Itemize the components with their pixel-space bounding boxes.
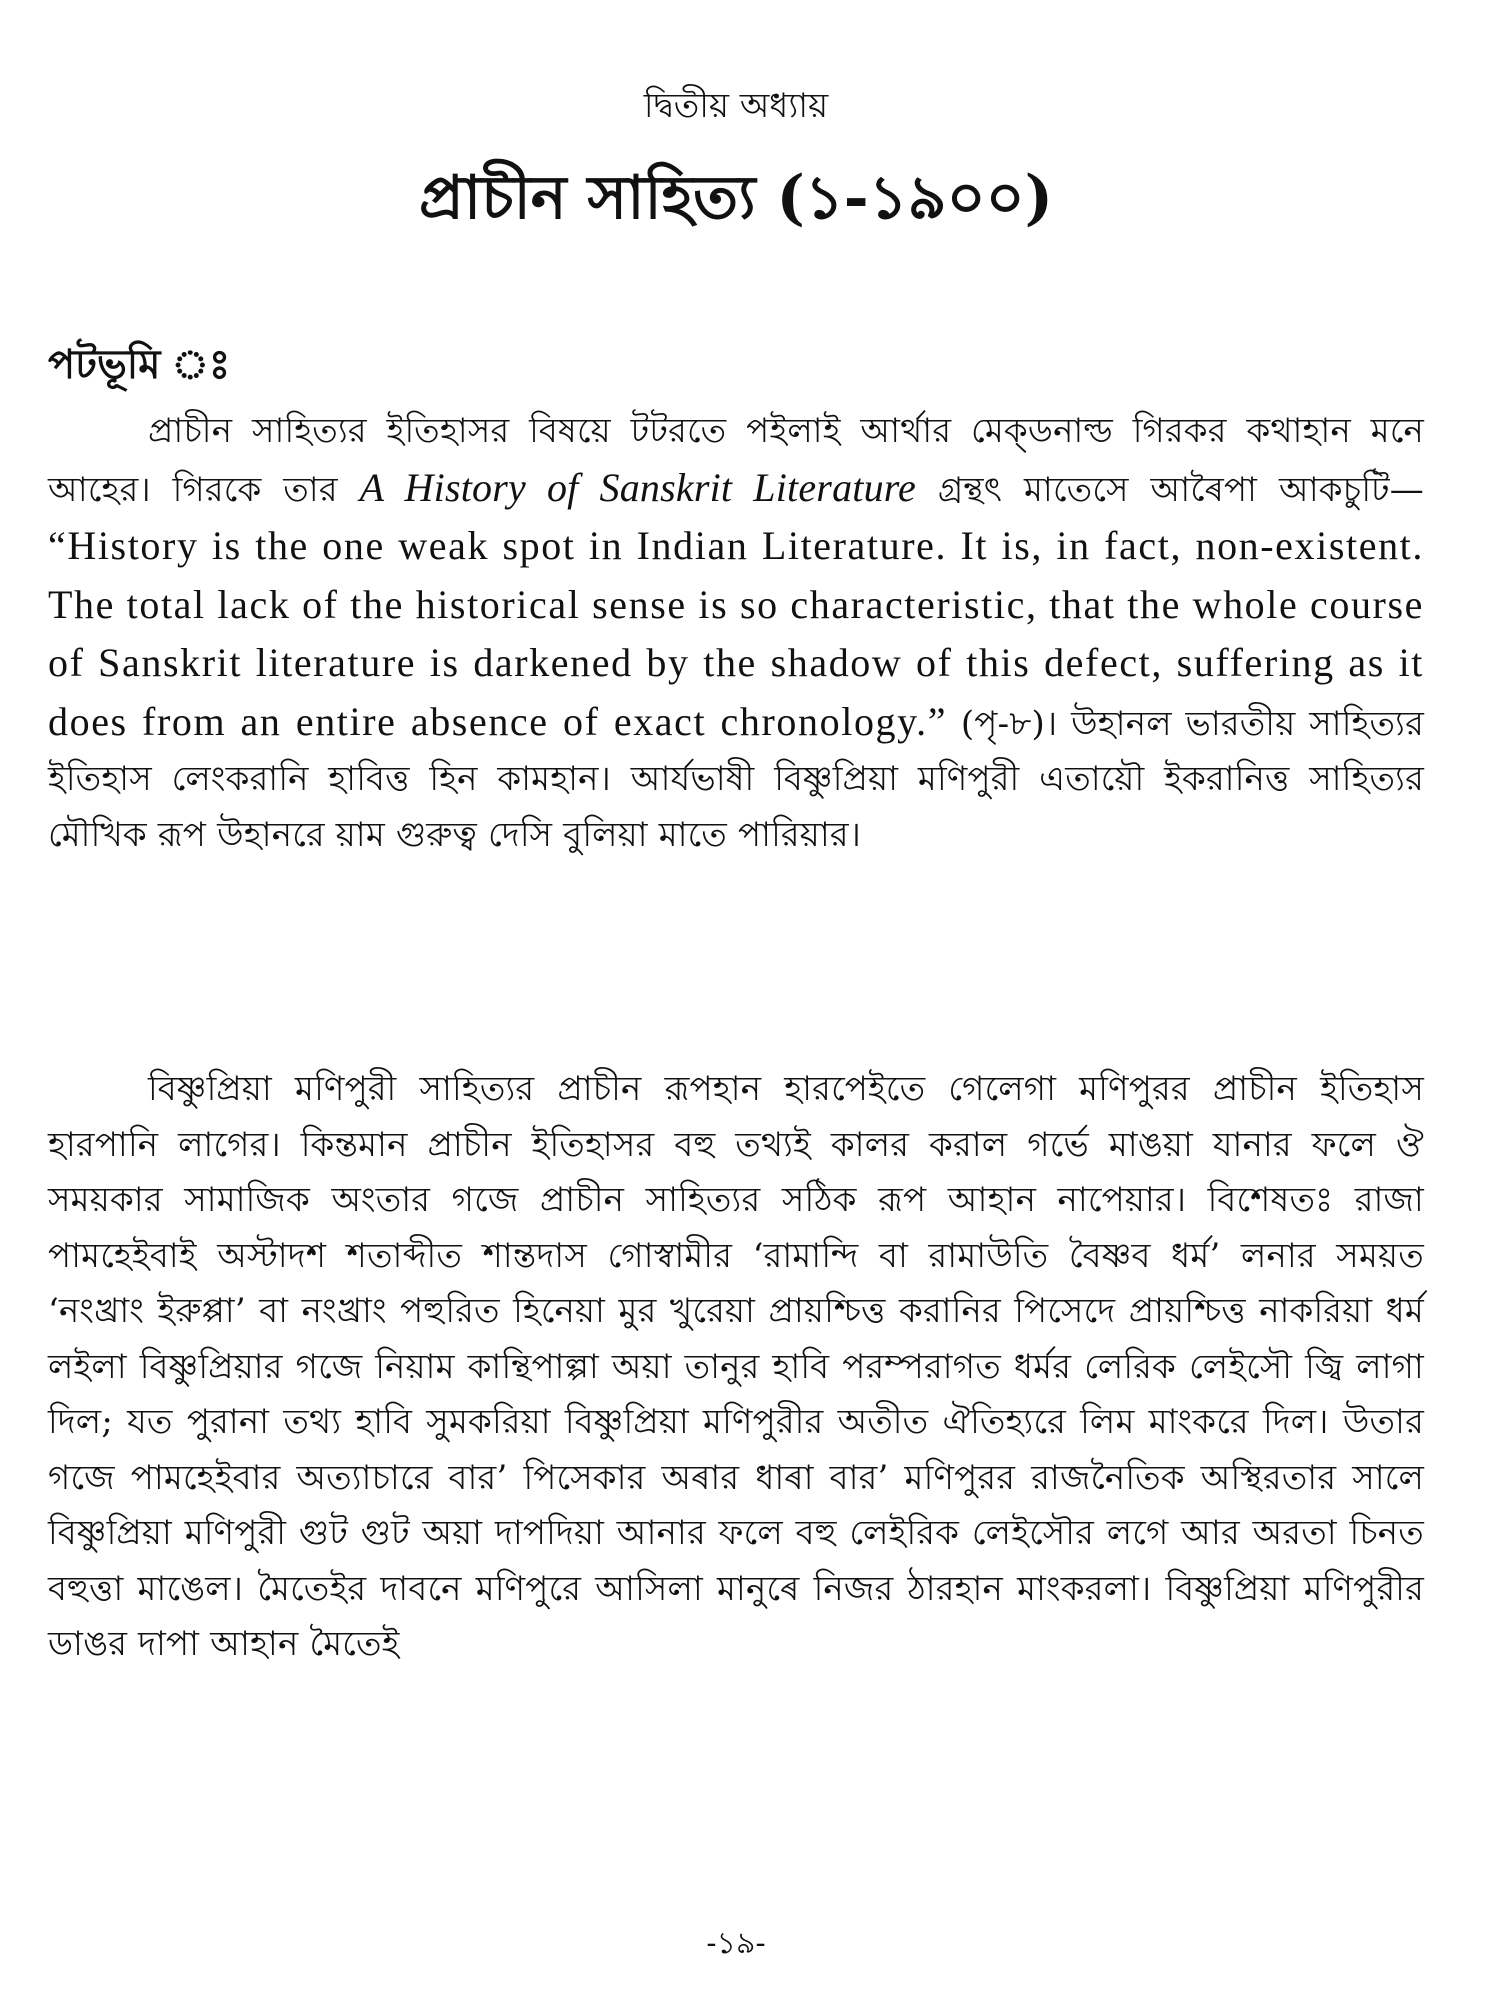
chapter-label: দ্বিতীয় অধ্যায় xyxy=(643,86,829,126)
section-heading: পটভূমি ঃ xyxy=(48,341,231,388)
chapter-title: প্রাচীন সাহিত্য (১-১৯০০) xyxy=(419,163,1053,233)
page-number: -১৯- xyxy=(706,1926,766,1961)
paragraph-2: বিষ্ণুপ্রিয়া মণিপুরী সাহিত্যর প্রাচীন রূপহান হারপেইতে গেলেগা মণিপুরর প্রাচীন ইতিহাস হারপানি লাগের। কিন্তমান প্রাচীন ইতিহাসর বহু তথ্যই কালর করাল গর্ভে মাঙয়া যানার ফলে ঔ সময়কার সামাজিক অংতার গজে প্রাচীন সাহিত্যর সঠিক রূপ আহান নাপেয়ার। বিশেষতঃ রাজা পামহেইবাই অস্টাদশ শতাব্দীত শান্তদাস গোস্বামীর ‘রামান্দি বা রামাউতি বৈষ্ণব ধর্ম’ লনার সময়ত ‘নংখ্রাং ইরুপ্পা’ বা নংখ্রাং পহুরিত হিনেয়া মুর খুরেয়া প্রায়শ্চিত্ত করানির পিসেদে প্রায়শ্চিত্ত নাকরিয়া ধর্ম লইলা বিষ্ণুপ্রিয়ার গজে নিয়াম কান্থিপাল্পা অয়া তানুর হাবি পরম্পরাগত ধর্মর লেরিক লেইসৌ জ্বি লাগা দিল; যত পুরানা তথ্য হাবি সুমকরিয়া বিষ্ণুপ্রিয়া মণিপুরীর অতীত ঐতিহ্যরে লিম মাংকরে দিল। উতার গজে পামহেইবার অত্যাচারে বার’ পিসেকার অৰার ধাৰা বার’ মণিপুরর রাজনৈতিক অস্থিরতার সালে বিষ্ণুপ্রিয়া মণিপুরী গুট গুট অয়া দাপদিয়া আনার ফলে বহু লেইরিক লেইসৌর লগে আর অরতা চিনত বহুত্তা মাঙেল। মৈতেইর দাবনে মণিপুরে আসিলা মানুৰে নিজর ঠারহান মাংকরলা। বিষ্ণুপ্রিয়া মণিপুরীর ডাঙর দাপা আহান মৈতেই xyxy=(48,1069,1424,1664)
paragraph-1-part-3: (পৃ-৮)। উহানল ভারতীয় সাহিত্যর ইতিহাস লেংকরানি হাবিত্ত হিন কামহান। আর্যভাষী বিষ্ণুপ্রিয়া মণিপুরী এতায়ৌ ইকরানিত্ত সাহিত্যর মৌখিক রূপ উহানরে য়াম গুরুত্ব দেসি বুলিয়া মাতে পারিয়ার। xyxy=(48,703,1424,855)
paragraph-1 xyxy=(48,404,1424,863)
paragraph-1-part-1: প্রাচীন সাহিত্যর ইতিহাসর বিষয়ে টটরতে পইলাই আর্থার মেক্‌ডনাল্ড গিরকর কথাহান মনে আহের। গিরকে তার xyxy=(48,411,1424,510)
paragraph-1-part-2: গ্রন্থৎ মাতেসে আৰৈপা আকচুটি— xyxy=(916,469,1424,510)
book-title: A History of Sanskrit Literature xyxy=(359,464,917,510)
document-page xyxy=(48,0,1424,2000)
english-quote: “History is the one weak spot in Indian Literature. It is, in fact, non-existent. The total lack of the historical sense is so characteristic, that the whole course of Sanskrit literature is darkened by the shadow of this defect, suffering as it does from an entire absence of exact chronology.” xyxy=(48,523,1424,744)
